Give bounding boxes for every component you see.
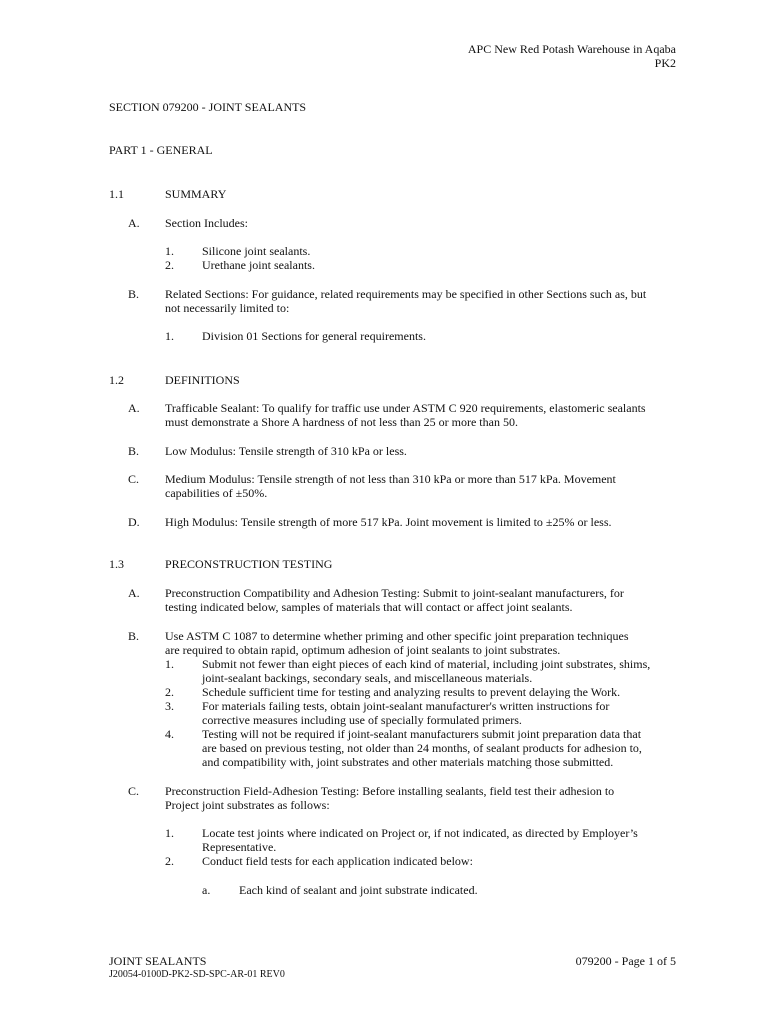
article-title: SUMMARY [165,187,227,201]
item-text: For materials failing tests, obtain joint-sealant manufacturer's written instructions for [202,699,610,713]
article-title: DEFINITIONS [165,373,240,387]
paragraph-label: B. [128,629,140,643]
paragraph-label: C. [128,472,140,486]
item-number: 2. [165,258,174,272]
item-text: Schedule sufficient time for testing and analyzing results to prevent delaying the Work. [202,685,621,699]
item-text: corrective measures including use of specially formulated primers. [202,713,522,727]
paragraph-text: Trafficable Sealant: To qualify for traffic use under ASTM C 920 requirements, elastomeric sealants [165,401,646,415]
paragraph-text: Medium Modulus: Tensile strength of not less than 310 kPa or more than 517 kPa. Movement [165,472,616,486]
item-number: 1. [165,244,174,258]
item-text: Division 01 Sections for general requirements. [202,329,426,343]
paragraph-text: Preconstruction Compatibility and Adhesion Testing: Submit to joint-sealant manufacturers, for [165,586,624,600]
item-number: 3. [165,699,174,713]
paragraph-label: A. [128,586,140,600]
paragraph-text: must demonstrate a Shore A hardness of not less than 25 or more than 50. [165,415,518,429]
item-text: Silicone joint sealants. [202,244,311,258]
paragraph-text: Preconstruction Field-Adhesion Testing: Before installing sealants, field test their adhesion to [165,784,615,798]
article-title: PRECONSTRUCTION TESTING [165,557,333,571]
item-number: 2. [165,685,174,699]
paragraph-text: Related Sections: For guidance, related requirements may be specified in other Sections such as, but [165,287,647,301]
paragraph-text: Use ASTM C 1087 to determine whether priming and other specific joint preparation techniques [165,629,629,643]
article-number: 1.2 [109,373,124,387]
paragraph-text: capabilities of ±50%. [165,486,268,500]
item-text: joint-sealant backings, secondary seals, and miscellaneous materials. [202,671,533,685]
paragraph-text: Section Includes: [165,216,248,230]
item-number: 1. [165,657,174,671]
header-package: PK2 [654,56,676,70]
paragraph-text: are required to obtain rapid, optimum adhesion of joint sealants to joint substrates. [165,643,561,657]
paragraph-label: C. [128,784,140,798]
item-text: Submit not fewer than eight pieces of each kind of material, including joint substrates, shims, [202,657,651,671]
paragraph-text: High Modulus: Tensile strength of more 517 kPa. Joint movement is limited to ±25% or less. [165,515,612,529]
paragraph-label: D. [128,515,140,529]
paragraph-label: B. [128,444,140,458]
item-number: 1. [165,826,174,840]
paragraph-text: Project joint substrates as follows: [165,798,330,812]
article-number: 1.1 [109,187,124,201]
paragraph-text: Low Modulus: Tensile strength of 310 kPa or less. [165,444,407,458]
paragraph-text: not necessarily limited to: [165,301,290,315]
subitem-letter: a. [202,883,211,897]
article-number: 1.3 [109,557,124,571]
footer-document-reference: J20054-0100D-PK2-SD-SPC-AR-01 REV0 [109,969,285,980]
item-text: and compatibility with, joint substrates and other materials matching those submitted. [202,755,614,769]
paragraph-label: A. [128,401,140,415]
footer-page-number: 079200 - Page 1 of 5 [575,954,676,968]
header-project: APC New Red Potash Warehouse in Aqaba [467,42,676,56]
item-text: Conduct field tests for each application indicated below: [202,854,473,868]
footer-title: JOINT SEALANTS [109,954,207,968]
item-number: 2. [165,854,174,868]
paragraph-text: testing indicated below, samples of materials that will contact or affect joint sealants. [165,600,573,614]
item-text: are based on previous testing, not older than 24 months, of sealant products for adhesion to, [202,741,642,755]
subitem-text: Each kind of sealant and joint substrate indicated. [239,883,478,897]
item-text: Testing will not be required if joint-sealant manufacturers submit joint preparation data that [202,727,642,741]
item-text: Urethane joint sealants. [202,258,315,272]
part-title: PART 1 - GENERAL [109,143,213,157]
item-number: 4. [165,727,174,741]
item-text: Locate test joints where indicated on Project or, if not indicated, as directed by Employer’s [202,826,638,840]
paragraph-label: B. [128,287,140,301]
item-text: Representative. [202,840,277,854]
item-number: 1. [165,329,174,343]
paragraph-label: A. [128,216,140,230]
section-title: SECTION 079200 - JOINT SEALANTS [109,100,307,114]
